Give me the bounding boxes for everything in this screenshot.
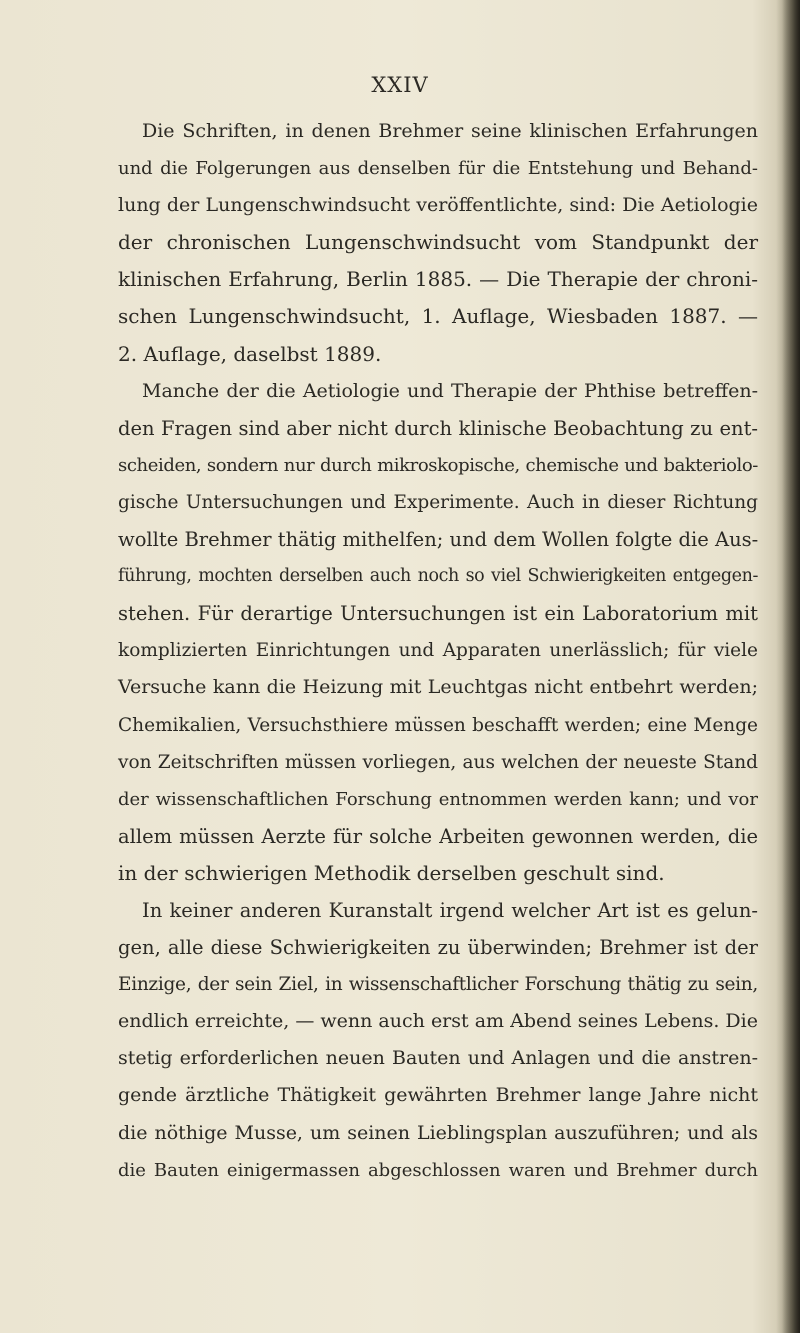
page-number: XXIV [371,73,429,97]
text-line: Chemikalien, Versuchsthiere müssen beschafft werden; eine Menge [118,714,758,736]
text-line: Die Schriften, in denen Brehmer seine klinischen Erfahrungen [142,120,758,142]
text-line: Einzige, der sein Ziel, in wissenschaftlicher Forschung thätig zu sein, [118,974,758,996]
text-line: In keiner anderen Kuranstalt irgend welcher Art ist es gelun- [142,898,758,922]
text-line: von Zeitschriften müssen vorliegen, aus welchen der neueste Stand [118,751,758,773]
body-text [118,113,758,1189]
text-line: Versuche kann die Heizung mit Leuchtgas nicht entbehrt werden; [118,676,758,699]
text-line: schen Lungenschwindsucht, 1. Auflage, Wiesbaden 1887. — [118,304,758,329]
text-line: wollte Brehmer thätig mithelfen; und dem Wollen folgte die Aus- [118,528,759,552]
text-line: endlich erreichte, — wenn auch erst am Abend seines Lebens. Die [118,1010,758,1033]
text-line: den Fragen sind aber nicht durch klinische Beobachtung zu ent- [118,416,758,440]
text-line: der chronischen Lungenschwindsucht vom Standpunkt der [118,230,758,255]
text-line: stehen. Für derartige Untersuchungen ist ein Laboratorium mit [118,602,758,626]
text-line: gen, alle diese Schwierigkeiten zu überwinden; Brehmer ist der [118,936,758,960]
text-line: und die Folgerungen aus denselben für die Entstehung und Behand- [118,158,758,180]
text-line: führung, mochten derselben auch noch so viel Schwierigkeiten entgegen- [118,566,758,587]
text-line: gende ärztliche Thätigkeit gewährten Brehmer lange Jahre nicht [118,1084,758,1107]
text-line: lung der Lungenschwindsucht veröffentlichte, sind: Die Aetiologie [118,194,758,217]
text-line: klinischen Erfahrung, Berlin 1885. — Die Therapie der chroni- [118,267,758,292]
text-line: 2. Auflage, daselbst 1889. [118,341,382,366]
text-line: allem müssen Aerzte für solche Arbeiten gewonnen werden, die [118,824,758,848]
text-line: die nöthige Musse, um seinen Lieblingsplan auszuführen; und als [118,1121,758,1144]
text-line: scheiden, sondern nur durch mikroskopische, chemische und bakteriolo- [118,454,758,476]
book-spine-shadow [782,0,800,1333]
text-line: komplizierten Einrichtungen und Apparaten unerlässlich; für viele [118,640,758,662]
text-line: der wissenschaftlichen Forschung entnommen werden kann; und vor [118,788,758,810]
text-line: gische Untersuchungen und Experimente. Auch in dieser Richtung [118,491,758,513]
text-line: die Bauten einigermassen abgeschlossen waren und Brehmer durch [118,1159,758,1181]
text-line: Manche der die Aetiologie und Therapie der Phthise betreffen- [142,379,758,402]
text-line: in der schwierigen Methodik derselben geschult sind. [118,860,665,885]
text-line: stetig erforderlichen neuen Bauten und Anlagen und die anstren- [118,1047,758,1070]
